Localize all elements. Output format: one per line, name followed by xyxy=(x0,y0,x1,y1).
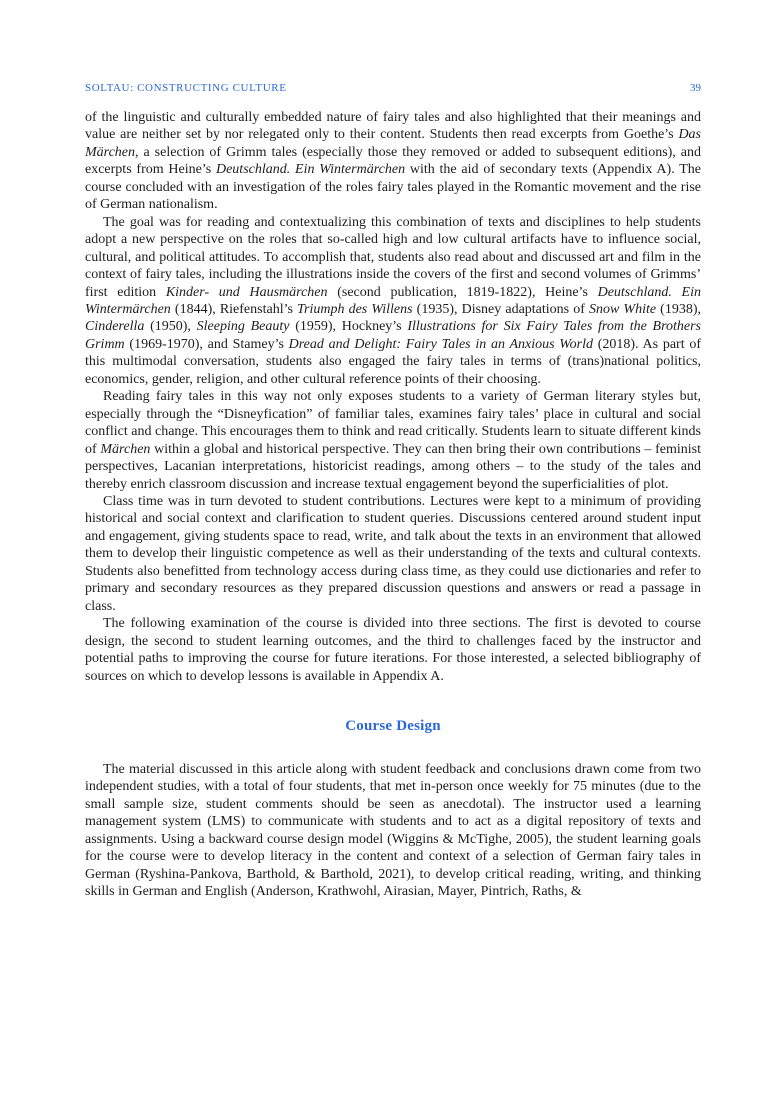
text-run: (2018). As part of this multimodal conversation, students also engaged the fairy tales in terms of (trans)national politics, economics, gender, religion, and other cultural reference points of their choosing. xyxy=(85,336,701,387)
italic-text-run: Märchen xyxy=(100,441,151,457)
italic-text-run: Kinder- und Hausmärchen xyxy=(165,284,328,300)
italic-text-run: Illustrations for Six Fairy Tales from the Brothers Grimm xyxy=(85,319,702,352)
text-run: The goal was for reading and contextualizing this combination of texts and disciplines to help students adopt a new perspective on the roles that so-called high and low cultural artifacts have to influence social, cultural, and political attitudes. To accomplish that, students also read about and discussed art and film in the context of fairy tales, including the illustrations inside the covers of the first and second volumes of Grimms’ first edition xyxy=(85,214,701,300)
paragraph-course-goal xyxy=(85,214,701,389)
italic-text-run: Deutschland. Ein Wintermärchen xyxy=(85,284,701,317)
text-run: Class time was in turn devoted to student contributions. Lectures were kept to a minimum of providing historical and social context and clarification to student queries. Discussions centered around student input and engagement, giving students space to read, write, and talk about the texts in an environment that allowed them to develop their linguistic competence as well as their understanding of the texts and cultural contexts. Students also benefitted from technology access during class time, as they could use dictionaries and refer to primary and secondary resources as they prepared discussion questions and answers or read a passage in class. xyxy=(85,493,701,614)
text-run: (second publication, 1819-1822), Heine’s xyxy=(327,284,598,300)
italic-text-run: Deutschland. Ein Wintermärchen xyxy=(215,162,406,178)
paragraph-three-sections xyxy=(85,615,701,685)
text-run: Reading fairy tales in this way not only exposes students to a variety of German literary styles but, especially through the “Disneyfication” of familiar tales, examines fairy tales’ place in cultural and social conflict and change. This encourages them to think and read critically. Students learn to situate different kinds of xyxy=(85,389,701,457)
article-body xyxy=(85,109,701,901)
text-run: (1959), Hockney’s xyxy=(289,319,408,335)
page-header xyxy=(85,82,701,94)
italic-text-run: Snow White xyxy=(588,301,657,317)
text-run: (1935), Disney adaptations of xyxy=(412,301,589,317)
italic-text-run: Dread and Delight: Fairy Tales in an Anxious World xyxy=(288,336,594,352)
text-run: of the linguistic and culturally embedded nature of fairy tales and also highlighted that their meanings and value are neither set by nor relegated only to their content. Students then read excerpts from Goethe’s xyxy=(85,110,701,143)
text-run: with the aid of secondary texts (Appendix A). The course concluded with an investigation of the roles fairy tales played in the Romantic movement and the rise of German nationalism. xyxy=(85,162,702,213)
paragraph-course-design-intro xyxy=(85,761,701,901)
italic-text-run: Cinderella xyxy=(85,319,145,335)
text-run: The material discussed in this article along with student feedback and conclusions drawn come from two independent studies, with a total of four students, that met in-person once weekly for 75 minutes (due to the small sample size, student comments should be seen as anecdotal). The instructor used a learning management system (LMS) to communicate with students and to act as a digital repository of texts and assignments. Using a backward course design model (Wiggins & McTighe, 2005), the student learning goals for the course were to develop literacy in the content and context of a selection of German fairy tales in German (Ryshina-Pankova, Barthold, & Barthold, 2021), to develop critical reading, writing, and thinking skills in German and English (Anderson, Krathwohl, Airasian, Mayer, Pintrich, Raths, & xyxy=(85,761,701,900)
section-heading-course-design: Course Design xyxy=(345,717,441,734)
italic-text-run: Sleeping Beauty xyxy=(196,319,290,335)
paragraph-reading-fairy-tales xyxy=(85,388,701,493)
italic-text-run: Das Märchen xyxy=(85,127,701,160)
text-run: (1950), xyxy=(144,319,197,335)
page-number: 39 xyxy=(690,82,701,94)
running-head: SOLTAU: CONSTRUCTING CULTURE xyxy=(85,82,287,94)
text-run: , a selection of Grimm tales (especially those they removed or added to subsequent editions), and excerpts from Heine’s xyxy=(85,144,701,178)
text-run: (1938), xyxy=(656,301,701,317)
text-run: (1844), Riefenstahl’s xyxy=(170,301,298,317)
text-run: The following examination of the course is divided into three sections. The first is devoted to course design, the second to student learning outcomes, and the third to challenges faced by the instructor and potential paths to improving the course for future iterations. For those interested, a selected bibliography of sources on which to develop lessons is available in Appendix A. xyxy=(85,616,701,684)
text-run: within a global and historical perspective. They can then bring their own contributions – feminist perspectives, Lacanian interpretations, historicist readings, among others – to the study of the tales and thereby enrich classroom discussion and increase textual engagement beyond the superficialities of plot. xyxy=(85,441,701,492)
italic-text-run: Triumph des Willens xyxy=(297,301,413,317)
paragraph-class-time xyxy=(85,493,701,615)
paragraph-continuation xyxy=(85,109,701,214)
text-run: (1969-1970), and Stamey’s xyxy=(124,336,289,352)
